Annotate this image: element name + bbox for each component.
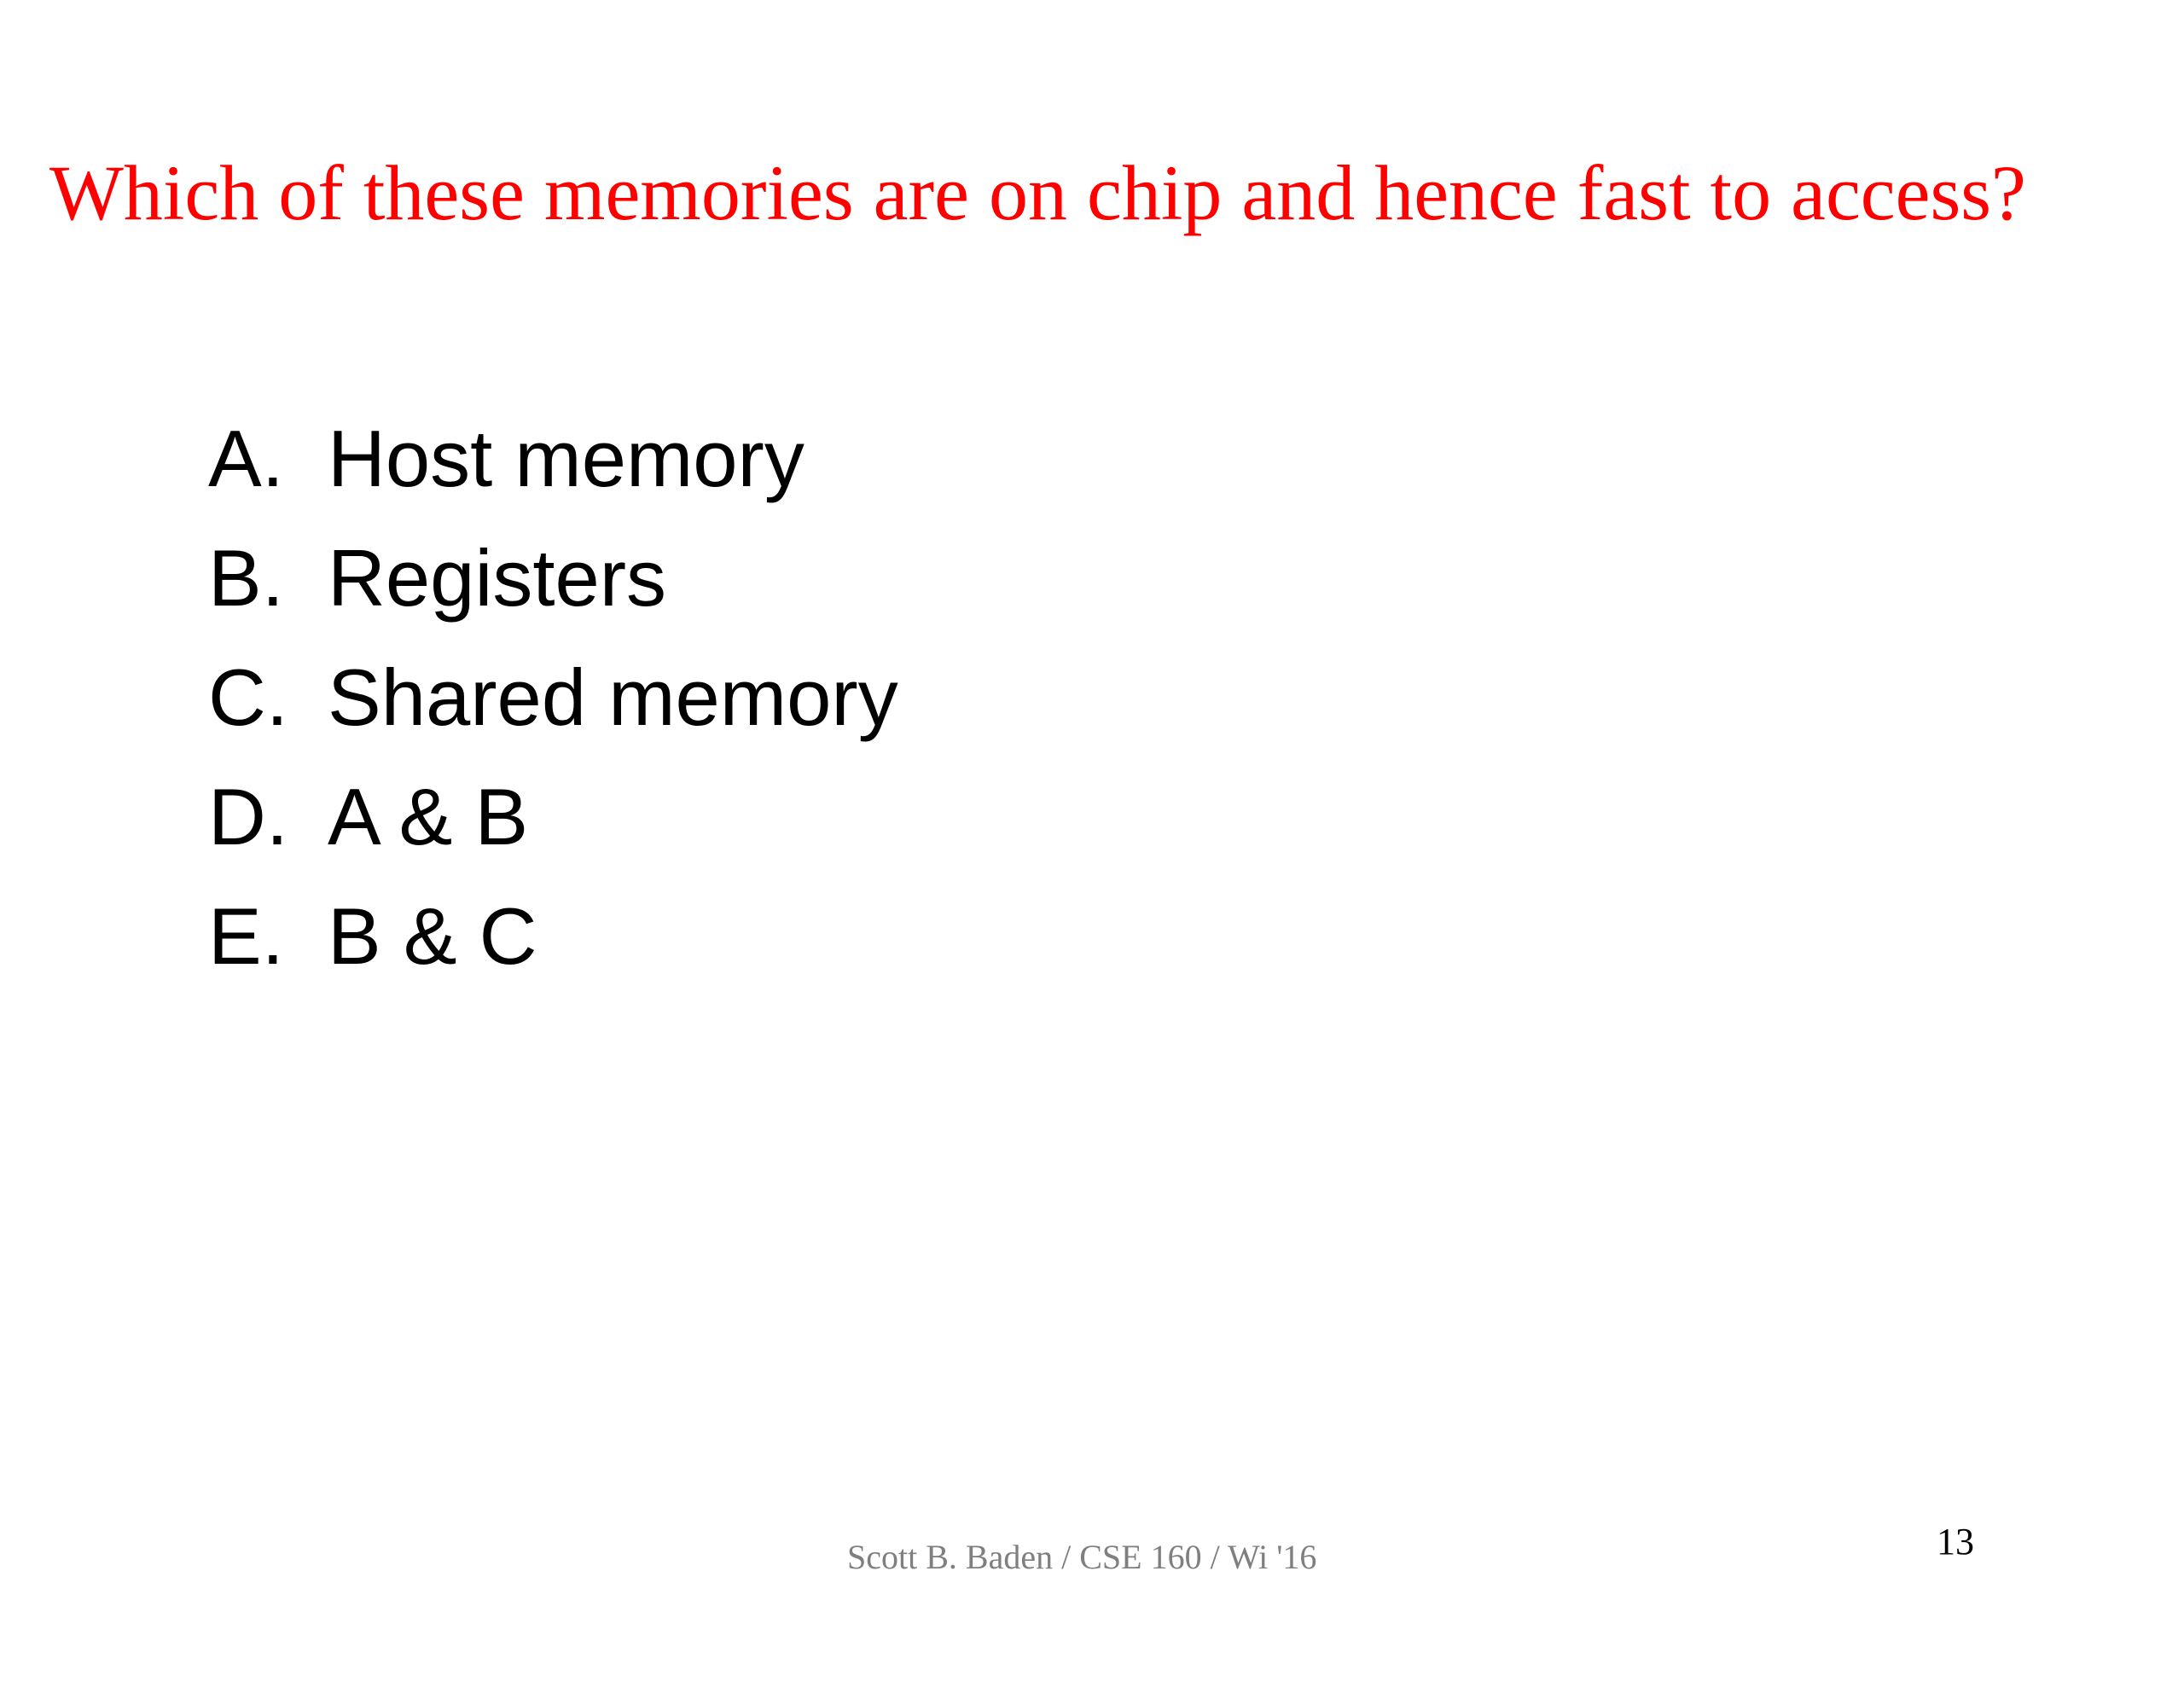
option-text: A & B [328,772,529,861]
answer-option-c [208,652,898,771]
option-text: Registers [328,533,667,623]
answer-option-b [208,532,898,652]
page-number: 13 [1937,1521,1974,1562]
option-letter: B. [208,533,284,623]
option-letter: C. [208,652,288,742]
option-letter: A. [208,414,284,503]
slide-footer: Scott B. Baden / CSE 160 / Wi '16 [847,1538,1317,1576]
option-text: Host memory [328,414,804,503]
answer-option-d [208,771,898,890]
answer-option-e [208,890,898,1010]
answer-options-list [208,413,898,1010]
slide-title: Which of these memories are on chip and hence fast to access? [49,149,2026,236]
option-text: Shared memory [328,652,898,742]
option-letter: D. [208,772,288,861]
answer-option-a [208,413,898,532]
option-text: B & C [328,891,537,981]
option-letter: E. [208,891,284,981]
